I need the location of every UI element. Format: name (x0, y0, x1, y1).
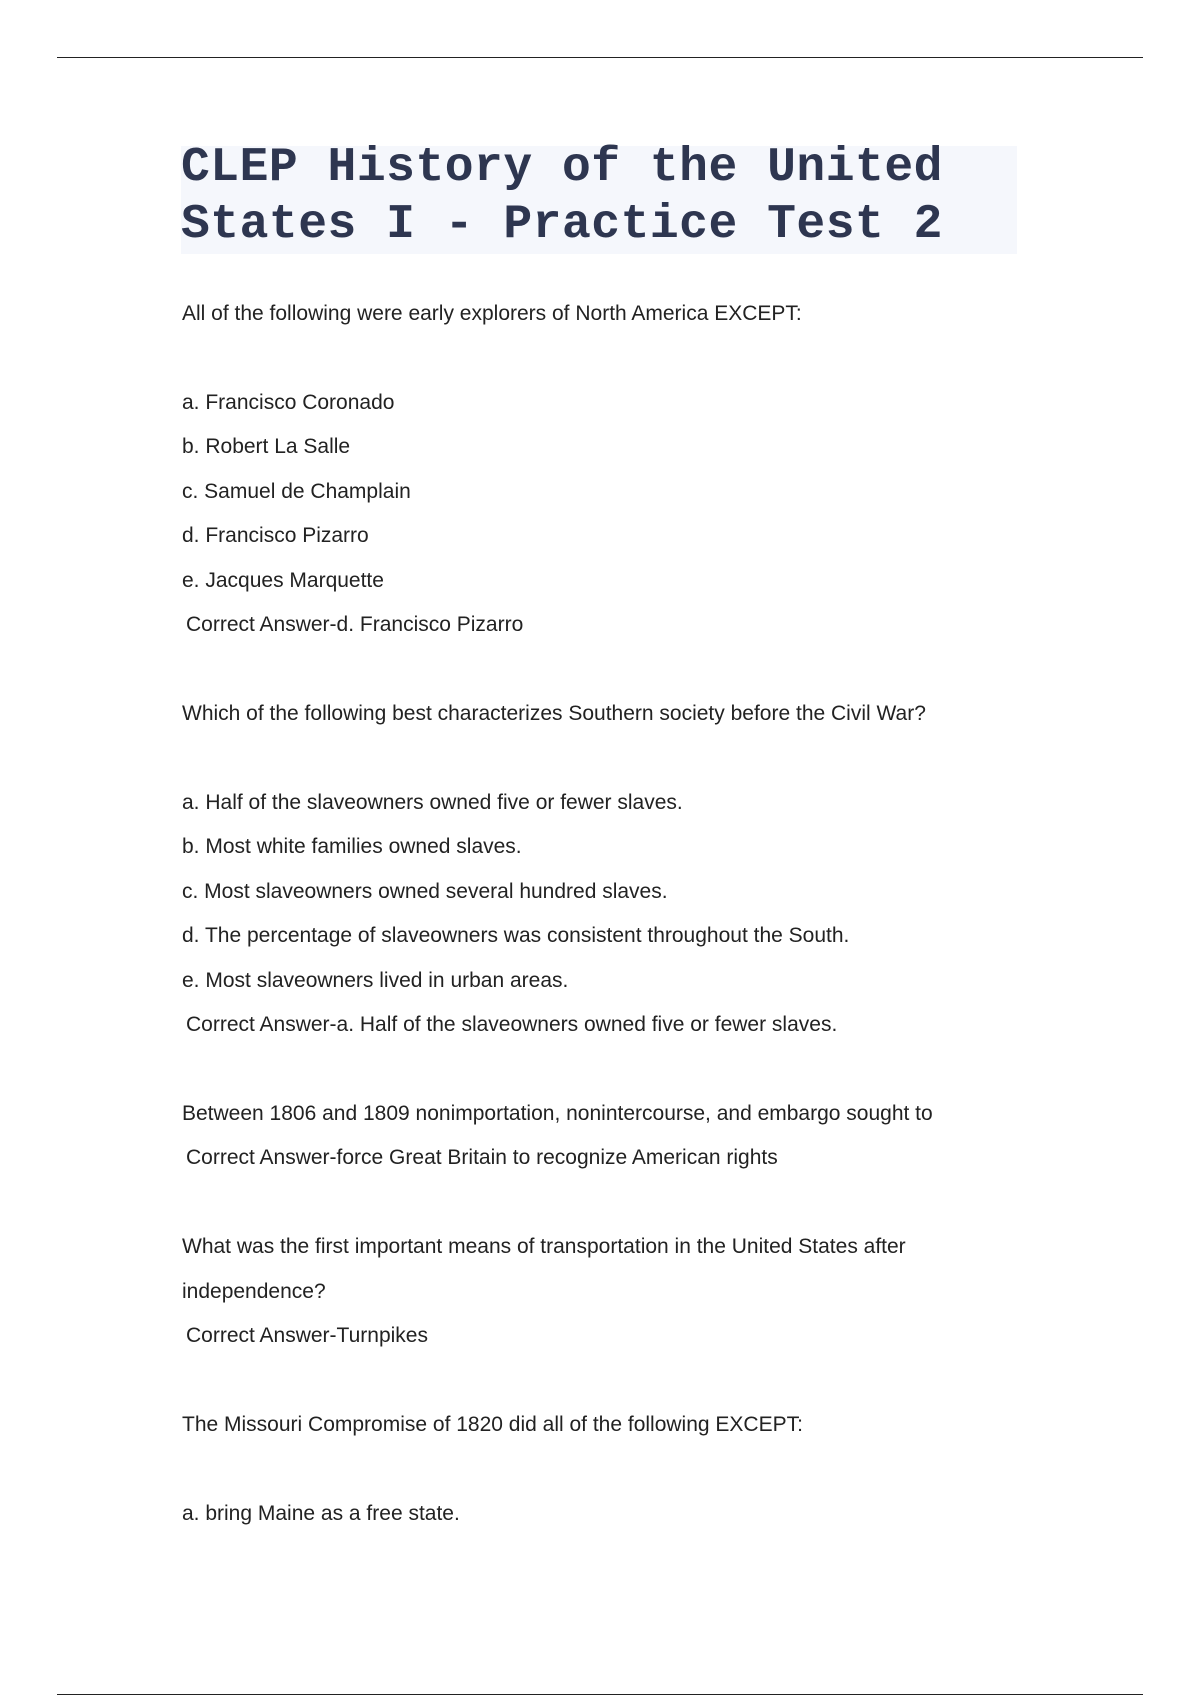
question-4-prompt-line-1: What was the first important means of transportation in the United States after (182, 1235, 906, 1258)
question-2-option-a: a. Half of the slaveowners owned five or fewer slaves. (182, 791, 683, 814)
question-1-option-e: e. Jacques Marquette (182, 569, 384, 592)
question-1-prompt: All of the following were early explorers of North America EXCEPT: (182, 302, 802, 325)
question-1-option-a: a. Francisco Coronado (182, 391, 395, 414)
question-4-prompt-line-2: independence? (182, 1280, 326, 1303)
question-1-option-b: b. Robert La Salle (182, 435, 351, 458)
question-1-option-c: c. Samuel de Champlain (182, 480, 411, 503)
question-5-prompt: The Missouri Compromise of 1820 did all of the following EXCEPT: (182, 1413, 803, 1436)
question-2-answer: Correct Answer-a. Half of the slaveowners owned five or fewer slaves. (186, 1013, 838, 1036)
question-4-answer: Correct Answer-Turnpikes (186, 1324, 428, 1347)
question-2-option-e: e. Most slaveowners lived in urban areas. (182, 969, 569, 992)
question-5-option-a: a. bring Maine as a free state. (182, 1502, 460, 1525)
question-1-answer: Correct Answer-d. Francisco Pizarro (186, 613, 524, 636)
question-2-prompt: Which of the following best characterizes Southern society before the Civil War? (182, 702, 926, 725)
question-2-option-d: d. The percentage of slaveowners was consistent throughout the South. (182, 924, 850, 947)
question-3-prompt: Between 1806 and 1809 nonimportation, nonintercourse, and embargo sought to (182, 1102, 933, 1125)
question-1-option-d: d. Francisco Pizarro (182, 524, 369, 547)
question-3-answer: Correct Answer-force Great Britain to recognize American rights (186, 1146, 778, 1169)
document-title: CLEP History of the United States I - Practice Test 2 (181, 141, 943, 252)
question-2-option-c: c. Most slaveowners owned several hundred slaves. (182, 880, 668, 903)
question-2-option-b: b. Most white families owned slaves. (182, 835, 522, 858)
page-top-rule (57, 57, 1143, 58)
page-bottom-rule (57, 1694, 1143, 1695)
